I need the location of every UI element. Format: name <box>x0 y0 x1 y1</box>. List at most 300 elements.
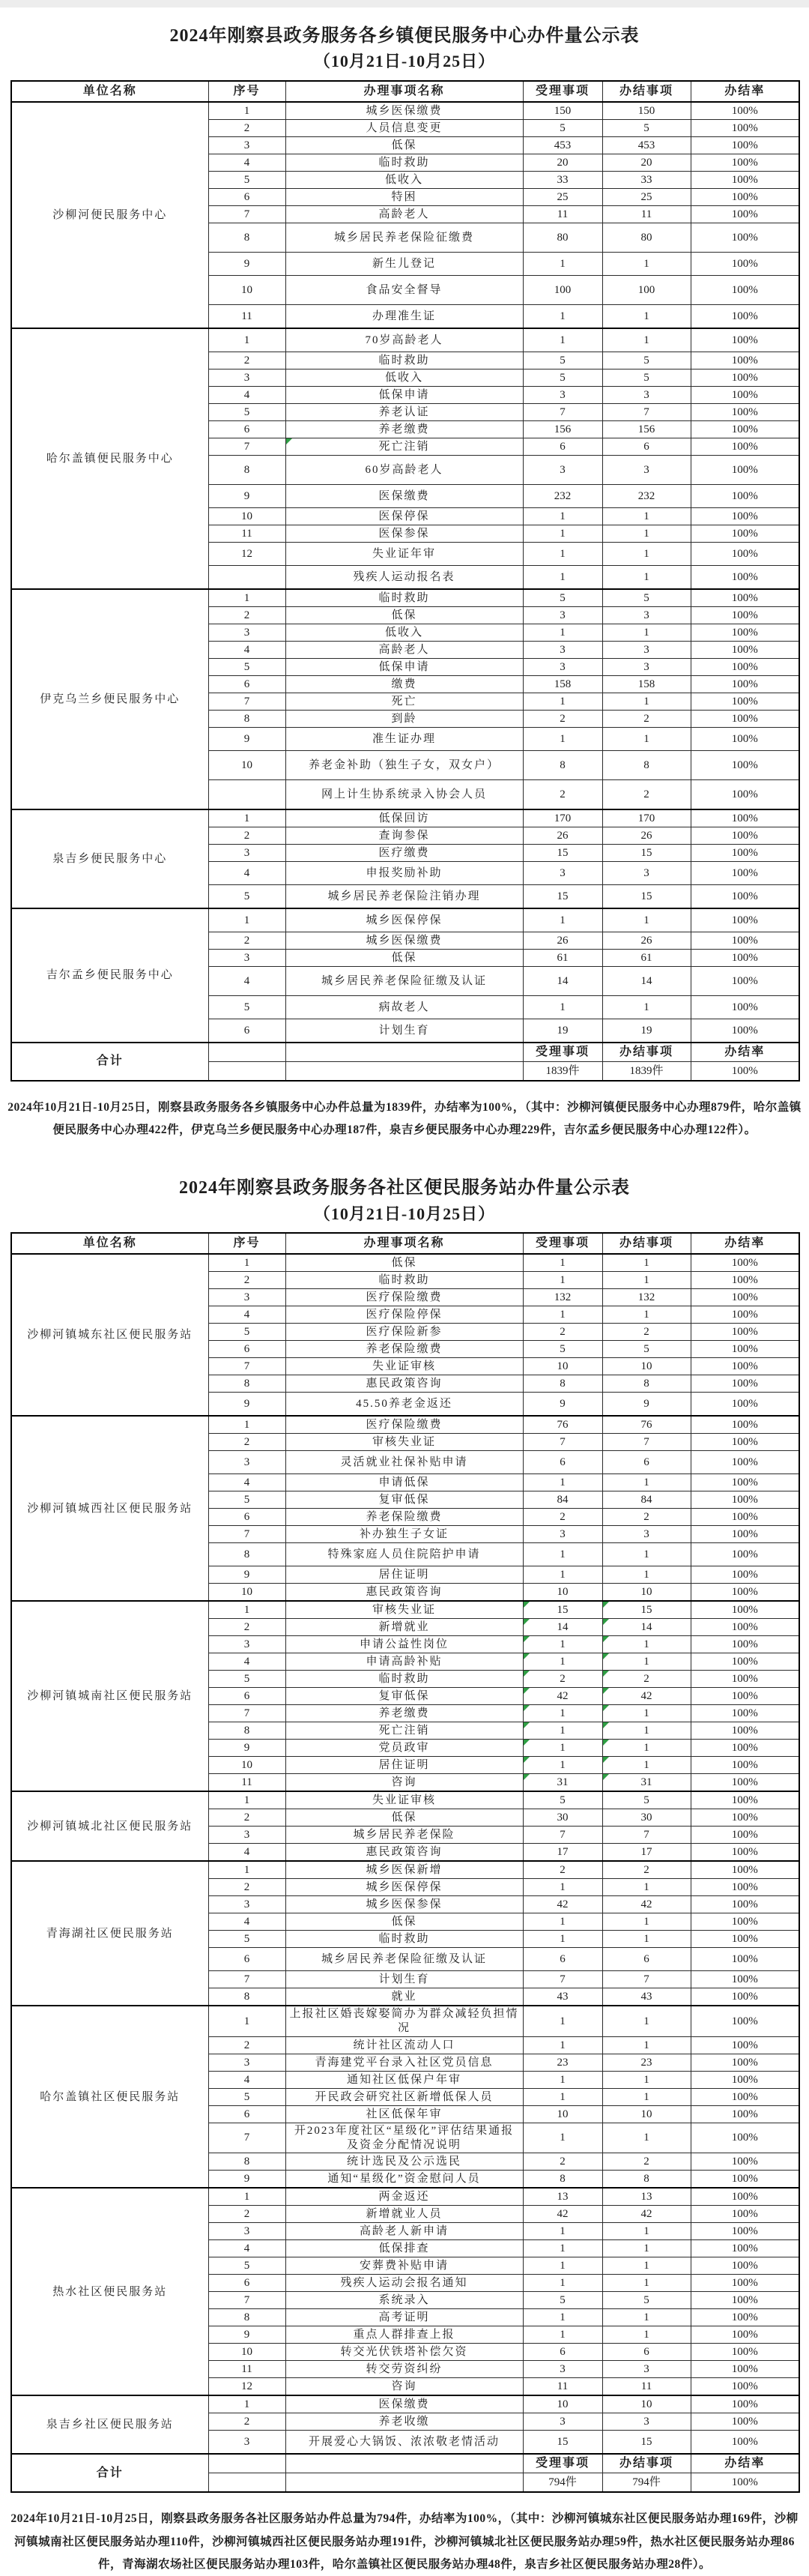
cell-rate: 100% <box>691 1289 799 1306</box>
cell-done: 1 <box>602 2071 691 2088</box>
cell-serial <box>208 2454 285 2473</box>
cell-rate: 100% <box>691 844 799 861</box>
cell-rate: 100% <box>691 2431 799 2455</box>
column-header: 办结事项 <box>602 81 691 102</box>
cell-done: 20 <box>602 154 691 171</box>
cell-done: 3 <box>602 1526 691 1543</box>
unit-name-cell: 沙柳河镇城南社区便民服务站 <box>11 1601 208 1791</box>
cell-serial: 7 <box>208 1971 285 1988</box>
cell-rate: 100% <box>691 2223 799 2240</box>
cell-serial: 6 <box>208 1019 285 1043</box>
cell-name: 医保缴费 <box>285 2395 523 2413</box>
table-row <box>11 2395 799 2413</box>
cell-accepted: 3 <box>523 2413 602 2431</box>
cell-name: 特殊家庭人员住院陪护申请 <box>285 1543 523 1566</box>
cell-accepted: 61 <box>523 949 602 966</box>
cell-accepted: 5 <box>523 1791 602 1809</box>
cell-done: 3 <box>602 658 691 675</box>
cell-rate: 100% <box>691 171 799 188</box>
cell-accepted: 80 <box>523 223 602 252</box>
cell-name: 养老收缴 <box>285 2413 523 2431</box>
cell-name: 到龄 <box>285 710 523 727</box>
cell-serial: 6 <box>208 675 285 693</box>
cell-serial: 2 <box>208 1434 285 1451</box>
cell-done: 42 <box>602 2206 691 2223</box>
cell-serial: 8 <box>208 455 285 484</box>
cell-accepted: 11 <box>523 205 602 223</box>
cell-done: 办结事项 <box>602 2454 691 2473</box>
cell-rate: 100% <box>691 995 799 1019</box>
cell-name <box>285 1043 523 1062</box>
cell-rate: 100% <box>691 1358 799 1375</box>
cell-rate: 100% <box>691 675 799 693</box>
cell-accepted: 30 <box>523 1809 602 1827</box>
cell-accepted: 1 <box>523 624 602 641</box>
cell-done: 232 <box>602 484 691 507</box>
cell-accepted: 15 <box>523 884 602 908</box>
cell-name: 临时救助 <box>285 1671 523 1688</box>
cell-serial: 3 <box>208 1896 285 1913</box>
cell-serial: 2 <box>208 119 285 136</box>
cell-done: 1 <box>602 1474 691 1491</box>
cell-serial: 3 <box>208 2054 285 2071</box>
cell-rate: 100% <box>691 827 799 844</box>
cell-rate: 100% <box>691 750 799 779</box>
cell-rate: 100% <box>691 1913 799 1931</box>
cell-name: 临时救助 <box>285 589 523 607</box>
cell-serial: 8 <box>208 223 285 252</box>
cell-serial: 5 <box>208 658 285 675</box>
cell-serial <box>208 1061 285 1081</box>
cell-serial: 7 <box>208 2123 285 2153</box>
cell-accepted: 8 <box>523 2171 602 2189</box>
cell-done: 5 <box>602 2292 691 2309</box>
cell-name: 低保 <box>285 136 523 154</box>
cell-serial: 4 <box>208 641 285 658</box>
cell-name: 审核失业证 <box>285 1434 523 1451</box>
cell-accepted: 5 <box>523 2292 602 2309</box>
cell-rate: 100% <box>691 1526 799 1543</box>
cell-rate: 100% <box>691 589 799 607</box>
cell-name: 低收入 <box>285 624 523 641</box>
cell-done: 1 <box>602 2036 691 2054</box>
cell-name: 高龄老人 <box>285 641 523 658</box>
cell-name: 复审低保 <box>285 1491 523 1509</box>
cell-serial: 7 <box>208 1705 285 1722</box>
cell-name: 青海建党平台录入社区党员信息 <box>285 2054 523 2071</box>
cell-name: 灵活就业社保补贴申请 <box>285 1451 523 1474</box>
cell-serial: 4 <box>208 861 285 884</box>
cell-accepted: 7 <box>523 1434 602 1451</box>
cell-done: 1 <box>602 908 691 932</box>
cell-rate: 100% <box>691 275 799 304</box>
cell-done: 2 <box>602 1671 691 1688</box>
cell-serial: 2 <box>208 2206 285 2223</box>
cell-done: 43 <box>602 1988 691 2006</box>
cell-serial: 4 <box>208 1844 285 1862</box>
cell-serial <box>208 1043 285 1062</box>
cell-accepted: 7 <box>523 1971 602 1988</box>
column-header: 办结率 <box>691 1233 799 1254</box>
cell-name: 60岁高龄老人 <box>285 455 523 484</box>
cell-accepted: 1 <box>523 727 602 750</box>
cell-name: 病故老人 <box>285 995 523 1019</box>
cell-accepted: 20 <box>523 154 602 171</box>
cell-name: 医疗保险缴费 <box>285 1416 523 1434</box>
cell-accepted: 170 <box>523 809 602 827</box>
cell-serial: 4 <box>208 1306 285 1324</box>
cell-rate: 100% <box>691 641 799 658</box>
cell-serial: 4 <box>208 2240 285 2257</box>
cell-rate: 100% <box>691 2171 799 2189</box>
cell-name: 死亡 <box>285 693 523 710</box>
column-header: 受理事项 <box>523 1233 602 1254</box>
cell-accepted: 1 <box>523 1474 602 1491</box>
cell-serial: 7 <box>208 1358 285 1375</box>
cell-serial: 3 <box>208 844 285 861</box>
cell-done: 3 <box>602 455 691 484</box>
cell-rate: 100% <box>691 2473 799 2493</box>
cell-accepted: 3 <box>523 658 602 675</box>
cell-done: 1 <box>602 1272 691 1289</box>
cell-done: 1 <box>602 1722 691 1740</box>
cell-rate: 100% <box>691 420 799 438</box>
cell-serial: 11 <box>208 525 285 542</box>
cell-done: 9 <box>602 1393 691 1417</box>
total-label-cell: 合计 <box>11 2454 208 2492</box>
cell-rate: 100% <box>691 525 799 542</box>
cell-rate: 100% <box>691 2071 799 2088</box>
cell-accepted: 10 <box>523 1358 602 1375</box>
cell-done: 80 <box>602 223 691 252</box>
cell-serial: 12 <box>208 2378 285 2396</box>
cell-name: 开展爱心大锅饭、浓浓敬老情活动 <box>285 2431 523 2455</box>
cell-done: 33 <box>602 171 691 188</box>
cell-done: 7 <box>602 1971 691 1988</box>
cell-accepted: 1 <box>523 2326 602 2344</box>
cell-name: 医保参保 <box>285 525 523 542</box>
cell-accepted: 1 <box>523 1705 602 1722</box>
cell-name: 低保申请 <box>285 658 523 675</box>
cell-done: 5 <box>602 369 691 386</box>
column-header: 办理事项名称 <box>285 1233 523 1254</box>
cell-serial: 1 <box>208 589 285 607</box>
cell-serial: 11 <box>208 304 285 328</box>
cell-accepted: 1 <box>523 2088 602 2105</box>
cell-done: 1 <box>602 2006 691 2036</box>
cell-done: 76 <box>602 1416 691 1434</box>
cell-accepted: 132 <box>523 1289 602 1306</box>
cell-serial: 7 <box>208 2292 285 2309</box>
cell-rate: 100% <box>691 1416 799 1434</box>
cell-name: 医疗保险停保 <box>285 1306 523 1324</box>
cell-rate: 100% <box>691 779 799 809</box>
cell-accepted: 2 <box>523 710 602 727</box>
cell-name: 临时救助 <box>285 352 523 369</box>
cell-rate: 100% <box>691 252 799 275</box>
cell-rate: 100% <box>691 2054 799 2071</box>
header-row <box>11 81 799 102</box>
cell-rate: 100% <box>691 1671 799 1688</box>
cell-name: 医疗保险新参 <box>285 1324 523 1341</box>
cell-serial: 5 <box>208 1931 285 1948</box>
cell-done: 100 <box>602 275 691 304</box>
cell-done: 13 <box>602 2188 691 2206</box>
cell-serial: 1 <box>208 1601 285 1619</box>
cell-rate: 100% <box>691 1434 799 1451</box>
cell-name: 转交劳资纠纷 <box>285 2361 523 2378</box>
cell-name: 重点人群排查上报 <box>285 2326 523 2344</box>
cell-done: 15 <box>602 1601 691 1619</box>
cell-serial: 1 <box>208 2188 285 2206</box>
cell-rate: 100% <box>691 1509 799 1526</box>
cell-accepted: 1 <box>523 304 602 328</box>
cell-rate: 100% <box>691 102 799 120</box>
cell-serial: 6 <box>208 1341 285 1358</box>
cell-name: 死亡注销 <box>285 438 523 455</box>
cell-serial: 2 <box>208 827 285 844</box>
cell-done: 8 <box>602 2171 691 2189</box>
cell-rate: 100% <box>691 1896 799 1913</box>
cell-serial: 7 <box>208 205 285 223</box>
cell-accepted: 17 <box>523 1844 602 1862</box>
cell-name: 城乡居民养老保险征缴及认证 <box>285 966 523 995</box>
cell-name: 系统录入 <box>285 2292 523 2309</box>
cell-serial: 9 <box>208 484 285 507</box>
cell-name: 惠民政策咨询 <box>285 1844 523 1862</box>
cell-name: 城乡医保停保 <box>285 908 523 932</box>
cell-accepted: 1 <box>523 1272 602 1289</box>
cell-name: 城乡医保停保 <box>285 1879 523 1896</box>
cell-name: 居住证明 <box>285 1566 523 1584</box>
cell-serial: 8 <box>208 2309 285 2326</box>
cell-name <box>285 2473 523 2493</box>
cell-accepted: 31 <box>523 1774 602 1792</box>
cell-accepted: 1 <box>523 693 602 710</box>
cell-done: 158 <box>602 675 691 693</box>
cell-serial: 5 <box>208 2257 285 2275</box>
cell-accepted: 10 <box>523 2105 602 2123</box>
cell-done: 1 <box>602 1740 691 1757</box>
cell-name: 养老金补助（独生子女，双女户） <box>285 750 523 779</box>
cell-accepted: 1 <box>523 1757 602 1774</box>
cell-name: 通知社区低保户年审 <box>285 2071 523 2088</box>
cell-name: 城乡居民养老保险征缴及认证 <box>285 1948 523 1971</box>
cell-name: 医保停保 <box>285 507 523 525</box>
cell-done: 办结事项 <box>602 1043 691 1062</box>
cell-name: 开民政会研究社区新增低保人员 <box>285 2088 523 2105</box>
cell-name: 开2023年度社区“星级化”评估结果通报及资金分配情况说明 <box>285 2123 523 2153</box>
cell-done: 1 <box>602 1705 691 1722</box>
cell-rate: 100% <box>691 2378 799 2396</box>
cell-name: 低保 <box>285 1913 523 1931</box>
cell-done: 3 <box>602 641 691 658</box>
cell-accepted: 1 <box>523 2071 602 2088</box>
cell-serial: 10 <box>208 507 285 525</box>
cell-accepted: 42 <box>523 2206 602 2223</box>
cell-accepted: 5 <box>523 369 602 386</box>
cell-name: 申请公益性岗位 <box>285 1636 523 1653</box>
cell-serial: 9 <box>208 1740 285 1757</box>
cell-accepted: 1 <box>523 1931 602 1948</box>
cell-accepted: 1 <box>523 2257 602 2275</box>
cell-rate: 100% <box>691 2309 799 2326</box>
cell-name: 两金返还 <box>285 2188 523 2206</box>
cell-accepted: 1 <box>523 565 602 589</box>
cell-serial: 5 <box>208 995 285 1019</box>
cell-serial: 1 <box>208 2395 285 2413</box>
cell-rate: 100% <box>691 727 799 750</box>
cell-done: 1 <box>602 2240 691 2257</box>
cell-done: 6 <box>602 1948 691 1971</box>
header-row <box>11 1233 799 1254</box>
cell-name: 低保排查 <box>285 2240 523 2257</box>
cell-done: 1839件 <box>602 1061 691 1081</box>
cell-accepted: 453 <box>523 136 602 154</box>
table2-footnote: 2024年10月21日-10月25日，刚察县政务服务各社区服务站办件总量为794件，办结率为100%，（其中：沙柳河镇城东社区便民服务站办理169件，沙柳河镇城南社区便民服务站办理110件，沙柳河镇城西社区便民服务站办理191件，沙柳河镇城北社区便民服务站办理59件，热水社区便民服务站办理86件，青海湖农场社区便民服务站办理103件，哈尔盖镇社区便民服务站办理48件，泉吉乡社区便民服务站办理28件）。 <box>10 2512 799 2571</box>
column-header: 办结率 <box>691 81 799 102</box>
cell-serial: 12 <box>208 542 285 565</box>
table-row <box>11 1254 799 1272</box>
cell-done: 5 <box>602 1341 691 1358</box>
cell-serial: 9 <box>208 2326 285 2344</box>
cell-name: 低保 <box>285 1809 523 1827</box>
cell-done: 170 <box>602 809 691 827</box>
cell-serial: 4 <box>208 1474 285 1491</box>
cell-done: 42 <box>602 1688 691 1705</box>
cell-rate: 100% <box>691 2188 799 2206</box>
unit-name-cell: 伊克乌兰乡便民服务中心 <box>11 589 208 809</box>
cell-name: 申请低保 <box>285 1474 523 1491</box>
unit-name-cell: 哈尔盖镇便民服务中心 <box>11 328 208 589</box>
cell-done: 3 <box>602 606 691 624</box>
table-row <box>11 328 799 352</box>
cell-done: 6 <box>602 438 691 455</box>
cell-serial: 6 <box>208 1948 285 1971</box>
cell-name: 医保缴费 <box>285 484 523 507</box>
cell-rate: 100% <box>691 154 799 171</box>
cell-accepted: 8 <box>523 750 602 779</box>
cell-accepted: 150 <box>523 102 602 120</box>
cell-accepted: 5 <box>523 352 602 369</box>
cell-name: 新生儿登记 <box>285 252 523 275</box>
cell-done: 25 <box>602 188 691 205</box>
cell-rate: 100% <box>691 328 799 352</box>
cell-done: 1 <box>602 624 691 641</box>
cell-done: 1 <box>602 2223 691 2240</box>
cell-accepted: 3 <box>523 2361 602 2378</box>
cell-rate: 100% <box>691 966 799 995</box>
cell-rate: 100% <box>691 1653 799 1671</box>
cell-rate: 100% <box>691 386 799 403</box>
cell-rate: 100% <box>691 908 799 932</box>
cell-name: 社区低保年审 <box>285 2105 523 2123</box>
cell-serial: 2 <box>208 1619 285 1636</box>
cell-name: 统计社区流动人口 <box>285 2036 523 2054</box>
cell-accepted: 1 <box>523 1653 602 1671</box>
cell-accepted: 6 <box>523 1948 602 1971</box>
cell-accepted: 3 <box>523 641 602 658</box>
cell-rate: 100% <box>691 2105 799 2123</box>
cell-rate: 100% <box>691 1272 799 1289</box>
column-header: 办理事项名称 <box>285 81 523 102</box>
cell-rate: 100% <box>691 223 799 252</box>
cell-accepted: 1 <box>523 1913 602 1931</box>
cell-rate: 100% <box>691 403 799 420</box>
cell-serial: 3 <box>208 2431 285 2455</box>
cell-done: 1 <box>602 1306 691 1324</box>
cell-rate: 100% <box>691 542 799 565</box>
cell-serial: 9 <box>208 727 285 750</box>
cell-name: 安葬费补贴申请 <box>285 2257 523 2275</box>
cell-done: 26 <box>602 827 691 844</box>
cell-accepted: 1 <box>523 2275 602 2292</box>
cell-rate: 办结率 <box>691 1043 799 1062</box>
cell-done: 26 <box>602 932 691 949</box>
cell-done: 453 <box>602 136 691 154</box>
cell-rate: 100% <box>691 2240 799 2257</box>
cell-accepted: 1 <box>523 2309 602 2326</box>
cell-done: 11 <box>602 205 691 223</box>
cell-done: 1 <box>602 525 691 542</box>
cell-accepted: 2 <box>523 1671 602 1688</box>
cell-accepted: 1 <box>523 2223 602 2240</box>
cell-rate: 100% <box>691 1393 799 1417</box>
table-row <box>11 102 799 120</box>
cell-name: 准生证办理 <box>285 727 523 750</box>
cell-rate: 100% <box>691 352 799 369</box>
cell-serial: 1 <box>208 2006 285 2036</box>
cell-done: 5 <box>602 589 691 607</box>
township-service-center-table <box>10 80 800 1082</box>
cell-done: 1 <box>602 507 691 525</box>
table-row <box>11 1861 799 1879</box>
cell-rate: 100% <box>691 2206 799 2223</box>
cell-rate: 100% <box>691 658 799 675</box>
cell-done: 19 <box>602 1019 691 1043</box>
cell-name <box>285 1061 523 1081</box>
unit-name-cell: 泉吉乡社区便民服务站 <box>11 2395 208 2454</box>
cell-done: 1 <box>602 2326 691 2344</box>
table2-date-range: （10月21日-10月25日） <box>313 1204 496 1223</box>
cell-name: 失业证审核 <box>285 1791 523 1809</box>
cell-serial: 7 <box>208 438 285 455</box>
column-header: 单位名称 <box>11 1233 208 1254</box>
unit-name-cell: 沙柳河便民服务中心 <box>11 102 208 328</box>
cell-rate: 100% <box>691 2361 799 2378</box>
cell-accepted: 6 <box>523 1451 602 1474</box>
total-label-cell: 合计 <box>11 1043 208 1081</box>
cell-name: 临时救助 <box>285 154 523 171</box>
cell-serial <box>208 779 285 809</box>
cell-serial: 3 <box>208 369 285 386</box>
cell-serial: 2 <box>208 352 285 369</box>
cell-name: 党员政审 <box>285 1740 523 1757</box>
cell-accepted: 10 <box>523 1584 602 1602</box>
cell-accepted: 2 <box>523 2153 602 2171</box>
table1-title: 2024年刚察县政务服务各乡镇便民服务中心办件量公示表 <box>169 26 640 46</box>
cell-done: 1 <box>602 2275 691 2292</box>
cell-serial: 10 <box>208 1584 285 1602</box>
cell-name: 低收入 <box>285 369 523 386</box>
cell-accepted: 100 <box>523 275 602 304</box>
cell-serial: 1 <box>208 1861 285 1879</box>
cell-serial: 8 <box>208 1543 285 1566</box>
cell-serial: 6 <box>208 1688 285 1705</box>
cell-accepted: 5 <box>523 1341 602 1358</box>
cell-done: 5 <box>602 352 691 369</box>
cell-accepted: 3 <box>523 1526 602 1543</box>
